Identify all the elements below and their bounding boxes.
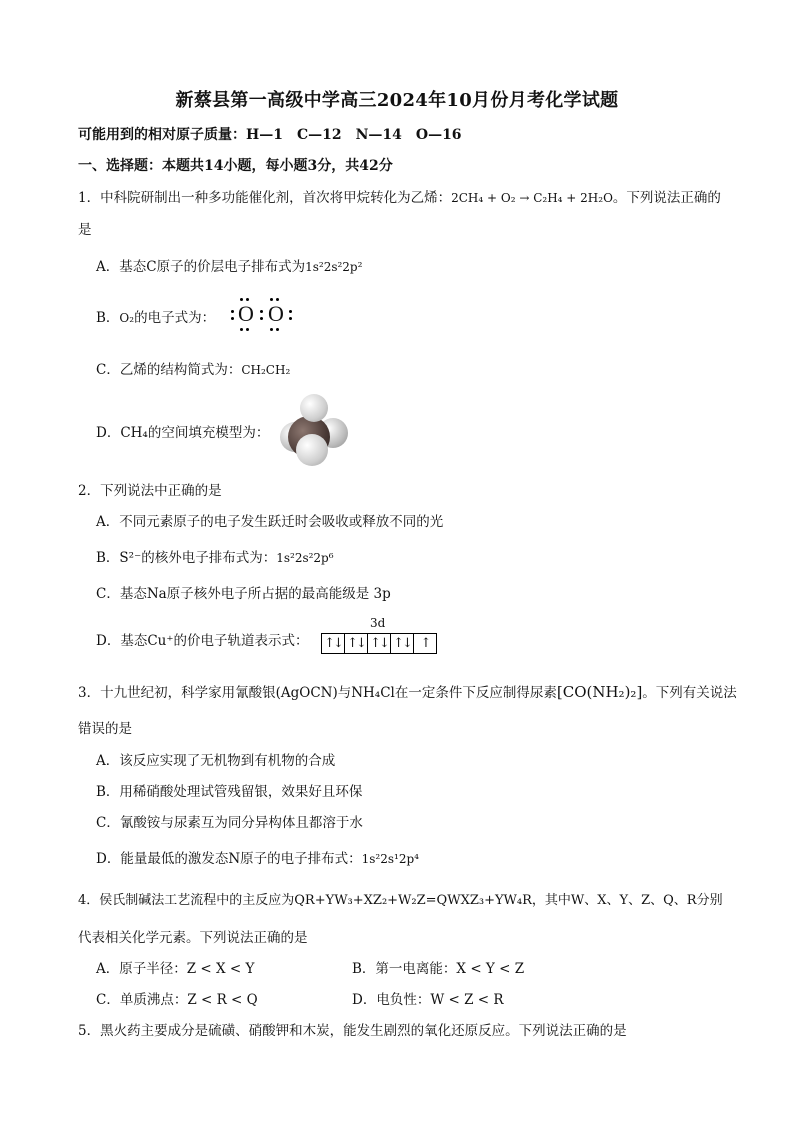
q1-b-tail: 的电子式为：: [134, 310, 216, 326]
q3-d-formula: 1s²2s¹2p⁴: [361, 852, 419, 866]
q4-stem-cont: 代表相关化学元素。下列说法正确的是: [78, 930, 308, 946]
q3-stem: [78, 681, 737, 701]
orbital-box: ↑: [420, 636, 430, 651]
ch4-space-filling-model: [274, 394, 350, 466]
q4-option-d: D．电负性：W < Z < R: [352, 992, 504, 1008]
q1-option-b: [96, 306, 215, 326]
q1-option-d: D．CH₄的空间填充模型为：: [96, 425, 270, 441]
q3-d-text: D．能量最低的激发态N原子的电子排布式：: [96, 851, 362, 867]
q5-stem: 5．黑火药主要成分是硫磺、硝酸钾和木炭，能发生剧烈的氧化还原反应。下列说法正确的是: [78, 1023, 627, 1039]
q2-stem: 2．下列说法中正确的是: [78, 483, 222, 499]
orbital-box: ↑↓: [322, 634, 345, 653]
o2-lewis-structure: [228, 294, 300, 332]
q3-stem-b: 。下列有关说法: [642, 685, 737, 701]
q4-stem: 4．侯氏制碱法工艺流程中的主反应为QR+YW₃+XZ₂+W₂Z=QWXZ₃+YW₄R，其中W、X、Y、Z、Q、R分别: [78, 893, 723, 908]
q1-stem-cont: 是: [78, 222, 92, 238]
page-title: 新蔡县第一高级中学高三2024年10月份月考化学试题: [175, 90, 619, 111]
q1-option-c: [96, 358, 290, 378]
orbital-label-3d: 3d: [370, 616, 386, 630]
q1-a-formula: 1s²2s²2p²: [305, 260, 363, 274]
section-heading: 一、选择题：本题共14小题，每小题3分，共42分: [78, 158, 393, 174]
q3-stem-a: 3．十九世纪初，科学家用氰酸银(AgOCN)与NH₄Cl在一定条件下反应制得尿素: [78, 685, 557, 701]
q2-option-b: [96, 546, 334, 566]
q2-option-c: C．基态Na原子核外电子所占据的最高能级是 3p: [96, 586, 391, 602]
q4-option-b: B．第一电离能：X < Y < Z: [352, 961, 525, 977]
q1-a-text: A．基态C原子的价层电子排布式为: [96, 259, 306, 275]
q3-urea-formula: [CO(NH₂)₂]: [556, 683, 643, 701]
atomic-mass-line: 可能用到的相对原子质量：H—1 C—12 N—14 O—16: [78, 127, 462, 143]
q1-equation: 2CH₄ + O₂ → C₂H₄ + 2H₂O: [451, 191, 613, 205]
q1-b-text: B．: [96, 310, 120, 326]
lewis-oxygen-1: O: [238, 301, 254, 326]
q1-stem-a: 1．中科院研制出一种多功能催化剂，首次将甲烷转化为乙烯：: [78, 190, 452, 206]
orbital-box: ↑↓: [368, 634, 391, 653]
q4-option-c: C．单质沸点：Z < R < Q: [96, 992, 258, 1008]
q1-stem-b: 。下列说法正确的: [612, 190, 721, 206]
orbital-box: ↑↓: [391, 634, 414, 653]
q1-option-a: [96, 255, 362, 275]
q1-c-formula: CH₂CH₂: [241, 363, 291, 377]
q4-option-a: A．原子半径：Z < X < Y: [96, 961, 255, 977]
orbital-box: ↑↓: [345, 634, 368, 653]
q3-option-b: B．用稀硝酸处理试管残留银，效果好且环保: [96, 784, 363, 800]
cu-orbital-diagram: [321, 633, 437, 654]
q2-option-a: A．不同元素原子的电子发生跃迁时会吸收或释放不同的光: [96, 514, 444, 530]
q1-stem: [78, 186, 721, 206]
q2-option-d: D．基态Cu⁺的价电子轨道表示式：: [96, 633, 309, 649]
q1-c-text: C．乙烯的结构简式为：: [96, 362, 242, 378]
q2-b-text: B．S²⁻的核外电子排布式为：: [96, 550, 277, 566]
lewis-oxygen-2: O: [268, 301, 284, 326]
q3-option-d: [96, 847, 419, 867]
q1-b-o2: O₂: [119, 311, 135, 325]
q2-b-formula: 1s²2s²2p⁶: [276, 551, 334, 565]
q3-stem-cont: 错误的是: [78, 721, 132, 737]
q3-option-c: C．氰酸铵与尿素互为同分异构体且都溶于水: [96, 815, 363, 831]
q3-option-a: A．该反应实现了无机物到有机物的合成: [96, 753, 336, 769]
